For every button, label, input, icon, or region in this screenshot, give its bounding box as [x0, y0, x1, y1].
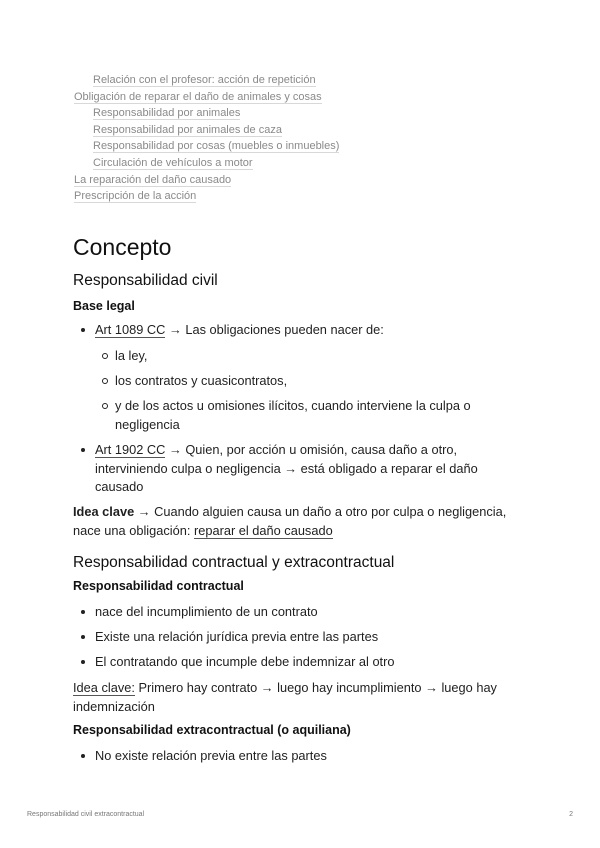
list-item-art1089 [73, 321, 513, 340]
toc-link-animales-cosas[interactable]: Obligación de reparar el daño de animales y cosas [74, 90, 322, 103]
toc-link-prescripcion[interactable]: Prescripción de la acción [74, 190, 197, 203]
footer-page-number: 2 [569, 811, 573, 818]
toc-link-reparacion[interactable]: La reparación del daño causado [74, 173, 232, 186]
idea-clave-contractual-text: Primero hay contrato → luego hay incumplimiento → luego hay indemnización [73, 680, 497, 714]
heading-contractual-extracontractual: Responsabilidad contractual y extracontractual [73, 554, 395, 571]
idea-clave-contractual-label: Idea clave: [73, 680, 135, 695]
list-item-source-actos-ilicitos: y de los actos u omisiones ilícitos, cuando interviene la culpa o negligencia [95, 397, 513, 434]
art-1902-text: → Quien, por acción u omisión, causa daño a otro, interviniendo culpa o negligencia → está obligado a reparar el daño causado [95, 442, 478, 494]
list-item-art1902 [73, 441, 498, 497]
toc-link-vehiculos[interactable]: Circulación de vehículos a motor [93, 156, 253, 169]
art-1089-text: → Las obligaciones pueden nacer de: [168, 322, 384, 337]
extracontractual-list [73, 747, 513, 766]
list-item-indemnizar: El contratando que incumple debe indemnizar al otro [73, 653, 513, 672]
art-1902-list [73, 441, 498, 497]
list-item-source-ley: la ley, [95, 347, 513, 366]
toc-link-animales-caza[interactable]: Responsabilidad por animales de caza [93, 123, 282, 136]
footer-document-title: Responsabilidad civil extracontractual [27, 811, 145, 818]
art-1902-link[interactable]: Art 1902 CC [95, 442, 166, 457]
heading-responsabilidad-contractual: Responsabilidad contractual [73, 579, 244, 593]
idea-clave-contractual-paragraph [73, 679, 513, 716]
idea-clave-text: → Cuando alguien causa un daño a otro por culpa o negligencia, nace una obligación: [73, 504, 507, 538]
toc-link-cosas[interactable]: Responsabilidad por cosas (muebles o inmuebles) [93, 140, 340, 153]
list-item-source-contratos: los contratos y cuasicontratos, [95, 372, 513, 391]
list-item-relacion-previa: Existe una relación jurídica previa entre las partes [73, 628, 513, 647]
list-item-sin-relacion-previa: No existe relación previa entre las partes [73, 747, 513, 766]
heading-responsabilidad-civil: Responsabilidad civil [73, 272, 218, 289]
table-of-contents [74, 72, 339, 205]
heading-base-legal: Base legal [73, 299, 135, 313]
section-title-concepto: Concepto [73, 234, 172, 260]
art-1089-link[interactable]: Art 1089 CC [95, 322, 166, 337]
contractual-list [73, 603, 513, 672]
idea-clave-paragraph [73, 503, 513, 540]
toc-link-animales[interactable]: Responsabilidad por animales [93, 107, 241, 120]
heading-responsabilidad-extracontractual: Responsabilidad extracontractual (o aquiliana) [73, 723, 351, 737]
list-item-incumplimiento: nace del incumplimiento de un contrato [73, 603, 513, 622]
idea-clave-label: Idea clave [73, 504, 135, 519]
reparar-dano-link[interactable]: reparar el daño causado [193, 522, 333, 538]
base-legal-list [73, 321, 513, 340]
obligation-sources-list [95, 347, 513, 434]
toc-link-accion-repeticion[interactable]: Relación con el profesor: acción de repetición [93, 74, 316, 86]
page-footer [27, 811, 573, 818]
